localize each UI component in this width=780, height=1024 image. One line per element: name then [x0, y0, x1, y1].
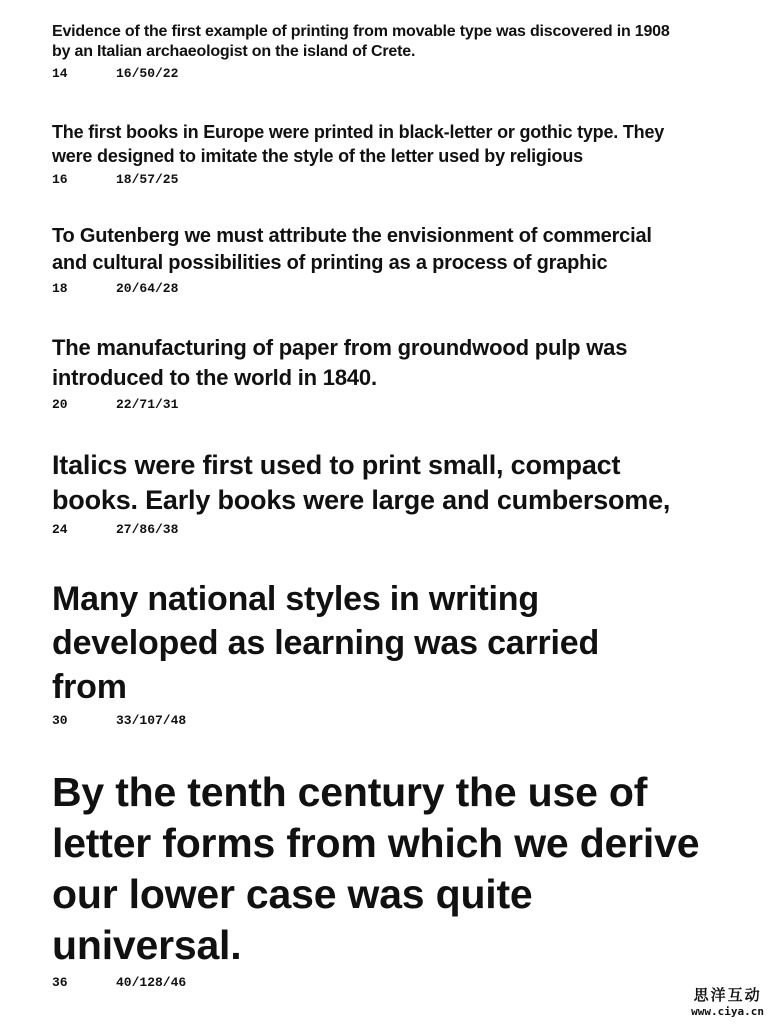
leading-spec: 16/50/22	[116, 66, 179, 81]
specimen-36	[52, 767, 752, 990]
specimen-text: The manufacturing of paper from groundwood pulp was introduced to the world in 1840.	[52, 335, 628, 390]
leading-spec: 18/57/25	[116, 172, 179, 187]
point-size: 30	[52, 713, 68, 728]
specimen-meta	[52, 66, 752, 81]
specimen-meta	[52, 172, 752, 187]
leading-spec: 27/86/38	[116, 522, 179, 537]
specimen-30	[52, 577, 752, 728]
specimen-16	[52, 120, 752, 187]
specimen-text: Many national styles in writing developed as learning was carried from	[52, 580, 600, 706]
leading-spec: 40/128/46	[116, 975, 187, 990]
leading-spec: 20/64/28	[116, 281, 179, 296]
point-size: 24	[52, 522, 68, 537]
watermark-url: www.ciya.cn	[691, 1005, 764, 1018]
specimen-text: Evidence of the first example of printing from movable type was discovered in 1908 by an Italian archaeologist on the island of Crete.	[52, 23, 670, 60]
point-size: 20	[52, 397, 68, 412]
specimen-meta	[52, 975, 752, 990]
specimen-text: To Gutenberg we must attribute the envisionment of commercial and cultural possibilities of printing as a process of graphic	[52, 225, 652, 274]
point-size: 14	[52, 66, 68, 81]
leading-spec: 33/107/48	[116, 713, 187, 728]
specimen-14	[52, 22, 752, 81]
point-size: 16	[52, 172, 68, 187]
specimen-meta	[52, 281, 752, 296]
specimen-24	[52, 448, 752, 537]
specimen-text: By the tenth century the use of letter forms from which we derive our lower case was quite universal.	[52, 769, 700, 968]
specimen-text: The first books in Europe were printed in black-letter or gothic type. They were designed to imitate the style of the letter used by religious	[52, 122, 665, 166]
specimen-20	[52, 333, 752, 412]
site-watermark	[691, 984, 764, 1018]
point-size: 36	[52, 975, 68, 990]
specimen-text: Italics were first used to print small, compact books. Early books were large and cumbersome,	[52, 450, 671, 515]
watermark-chinese-text: 思洋互动	[693, 986, 762, 1004]
point-size: 18	[52, 281, 68, 296]
specimen-meta	[52, 522, 752, 537]
leading-spec: 22/71/31	[116, 397, 179, 412]
specimen-meta	[52, 397, 752, 412]
specimen-18	[52, 223, 752, 296]
specimen-meta	[52, 713, 752, 728]
